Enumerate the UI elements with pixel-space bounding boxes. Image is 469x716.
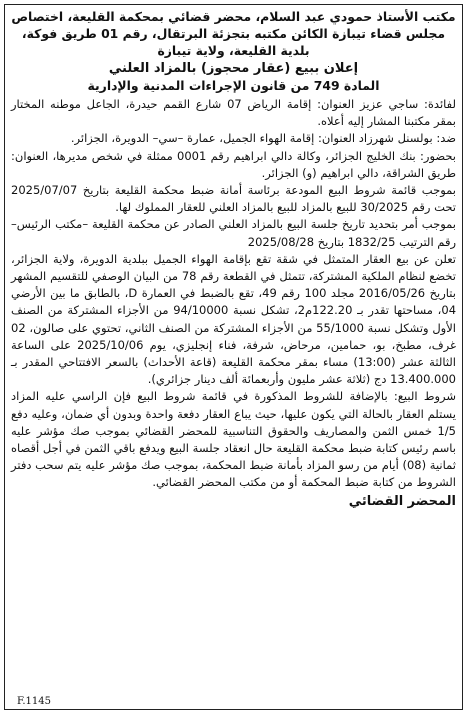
bailiff-signature: المحضر القضائي — [348, 493, 456, 509]
order-paragraph: بموجب أمر بتحديد تاريخ جلسة البيع بالمزاد العلني الصادر عن محكمة القليعة –مكتب الرئيس– رقم الترتيب 1832/25 بتاريخ 2025/08/28 — [11, 217, 456, 249]
deposit-paragraph: بموجب قائمة شروط البيع المودعة برئاسة أمانة ضبط محكمة القليعة بتاريخ 2025/07/07 تحت رقم 30/2025 للبيع بالمزاد للبيع بالمزاد العلني للعقار المملوك لها. — [11, 183, 456, 215]
property-paragraph: تعلن عن بيع العقار المتمثل في شقة تقع بإقامة الهواء الجميل ببلدية الدويرة، ولاية الجزائر، تخضع لنظام الملكية المشتركة، تتمثل في القطعة رقم 78 من البيان الوصفي للتقسيم المشهر بتاريخ 2016/05/26 مجلد 100 رقم 49، تقع بالضبط في العمارة D، بالطابق ما بين الأرضي 04، مساحتها تقدر بـ 122.20م2، تشكل نسبة 94/10000 من الأجزاء المشتركة من الصنف الأول وتشكل نسبة 55/1000 من الأجزاء المشتركة من الصنف الثاني، تحتوي على صالون، 02 غرف، مطبخ، بو، حمامين، مرحاض، شرفة، فناء إنجليزي، يوم 2025/10/06 على الساعة الثالثة عشر (13:00) مساء بمقر محكمة القليعة (قاعة الأحداث) بالسعر الافتتاحي المقدر بـ 13.400.000 دج (ثلاثة عشر مليون وأربعمائة ألف دينار جزائري). — [11, 251, 457, 387]
legal-basis: المادة 749 من قانون الإجراءات المدنية والإدارية — [87, 77, 380, 93]
conditions-paragraph: شروط البيع: بالإضافة للشروط المذكورة في قائمة شروط البيع فإن الراسي عليه المزاد يستلم العقار بالحالة التي يكون عليها، حيث يباع العقار دفعة واحدة وبدون أي ضمان، وعليه دفع 1/5 خمس الثمن والمصاريف والحقوق التناسبية للمحضر القضائي بموجب صك مؤشر عليه باسم رئيس كتابة ضبط محكمة القليعة حال انعقاد جلسة البيع ويدفع باقي الثمن في أجل أقصاه ثمانية (08) أيام من رسو المزاد بأمانة ضبط المحكمة، بموجب صك مؤشر عليه يتم سحب دفتر الشروط من كتابة ضبط المحكمة أو من مكتب المحضر القضائي. — [11, 389, 456, 490]
presence-paragraph: بحضور: بنك الخليج الجزائر، وكالة دالي ابراهيم رقم 0001 ممثلة في شخص مديرها، العنوان: طريق الشراقة، دالي ابراهيم (و) الجزائر. — [11, 148, 456, 180]
office-header: مكتب الأستاذ حمودي عبد السلام، محضر قضائي بمحكمة القليعة، اختصاص مجلس قضاء تيبازة الكائن مكتبه بتجزئة البرتقال، رقم 01 طريق فوكة، بلدية القليعة، ولاية تيبازة — [11, 9, 456, 59]
notice-frame — [4, 4, 463, 710]
beneficiary-paragraph: لفائدة: ساجي عزيز العنوان: إقامة الرياض 07 شارع القمم حيدرة، الجاعل موطنه المختار بمقر مكتبنا المشار إليه أعلاه. — [11, 97, 456, 129]
against-paragraph: ضد: بولسنل شهرزاد العنوان: إقامة الهواء الجميل، عمارة –سي– الدويرة، الجزائر. — [70, 131, 456, 146]
notice-title: إعلان ببيع (عقار محجوز) بالمزاد العلني — [108, 60, 359, 76]
reference-code: F.1145 — [17, 696, 52, 707]
